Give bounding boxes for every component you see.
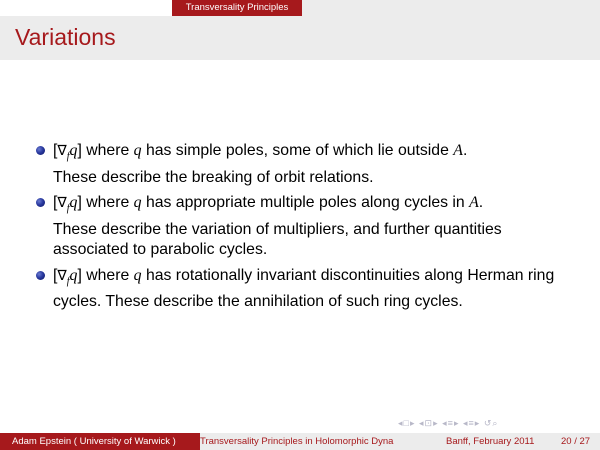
variable: q — [69, 266, 78, 284]
nav-subsection-icon[interactable]: ⊡ — [424, 418, 434, 428]
bracket-close: ] — [77, 194, 82, 211]
nav-section-left-icon[interactable]: ◂ — [442, 418, 448, 428]
nav-subsection-left-icon[interactable]: ◂ — [419, 418, 425, 428]
footer-author — [0, 433, 200, 450]
short-title-text: Transversality Principles in Holomorphic Dyna — [200, 436, 394, 447]
bracket-open: [ — [53, 142, 58, 159]
bracket-open: [ — [53, 194, 58, 211]
text: has rotationally invariant discontinuities along Herman ring cycles. These describe the annihilation of such ring cycles. — [53, 266, 555, 310]
variable: q — [69, 194, 78, 211]
nav-doc-icon[interactable]: ≡ — [468, 418, 475, 428]
nav-subsection-right-icon[interactable]: ▸ — [433, 418, 439, 428]
text: has simple poles, some of which lie outside — [141, 142, 454, 159]
nav-search-icon[interactable]: ⌕ — [492, 418, 499, 428]
bracket-open: [ — [53, 266, 58, 284]
footer-title — [200, 433, 402, 450]
bracket-close: ] — [77, 142, 82, 159]
text: where — [81, 142, 134, 159]
footer — [0, 433, 600, 450]
frame-title: Variations — [15, 24, 116, 50]
bullet-icon — [36, 146, 45, 155]
nav-frame-left-icon[interactable]: ◂ — [398, 418, 404, 428]
list-item — [36, 193, 581, 261]
subscript: f — [66, 203, 70, 214]
nav-section-icon[interactable]: ≡ — [447, 418, 454, 428]
bullet-list — [36, 141, 581, 318]
variable: q — [133, 194, 142, 211]
beamer-navigation-symbols[interactable] — [398, 418, 498, 428]
nabla-symbol: ∇ — [57, 267, 67, 284]
text: where — [81, 266, 134, 284]
text: has appropriate multiple poles along cycles in — [141, 194, 470, 211]
nav-frame-icon[interactable]: □ — [403, 418, 410, 428]
section-navigation-bar — [0, 0, 600, 16]
nabla-symbol: ∇ — [57, 195, 67, 211]
description: These describe the variation of multipliers, and further quantities associated to parabolic cycles. — [53, 220, 502, 258]
author-text: Adam Epstein ( University of Warwick ) — [12, 436, 176, 447]
nav-section-right-icon[interactable]: ▸ — [453, 418, 460, 428]
page-number: 20 / 27 — [561, 436, 591, 447]
bullet-icon — [36, 198, 45, 207]
text: where — [81, 194, 134, 211]
section-bar-right — [302, 0, 600, 16]
list-item — [36, 141, 581, 188]
bullet-icon — [36, 271, 45, 280]
nav-back-icon[interactable]: ↺ — [483, 418, 493, 428]
subscript: f — [66, 151, 70, 162]
description: These describe the breaking of orbit relations. — [53, 168, 374, 186]
nav-doc-right-icon[interactable]: ▸ — [474, 418, 481, 428]
variable: q — [133, 142, 142, 159]
list-item — [36, 266, 581, 313]
nabla-symbol: ∇ — [57, 143, 67, 159]
section-bar-left — [0, 0, 172, 16]
subscript: f — [66, 275, 70, 287]
variable: q — [133, 266, 142, 284]
nav-doc-left-icon[interactable]: ◂ — [462, 418, 469, 428]
footer-date-page — [402, 433, 600, 450]
text: . — [462, 142, 468, 159]
bracket-close: ] — [77, 266, 82, 284]
set-symbol: A — [469, 194, 479, 211]
date-text: Banff, February 2011 — [446, 436, 535, 447]
set-symbol: A — [453, 142, 463, 159]
section-link[interactable]: Transversality Principles — [172, 0, 302, 16]
variable: q — [69, 142, 78, 159]
nav-frame-right-icon[interactable]: ▸ — [409, 418, 416, 428]
text: . — [478, 194, 484, 211]
